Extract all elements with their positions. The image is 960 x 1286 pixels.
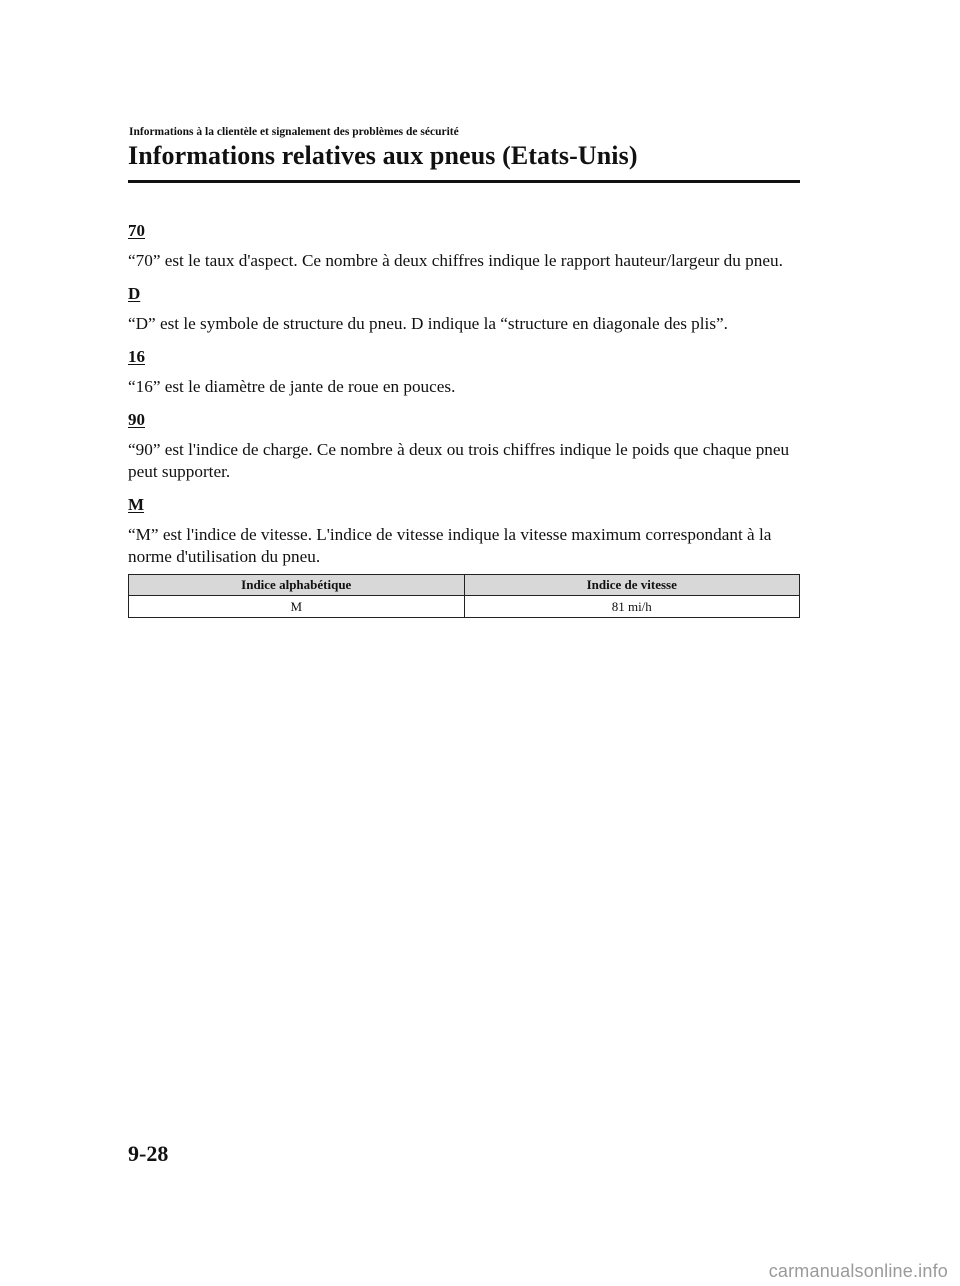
term-label: D [128, 284, 141, 303]
term-description: “16” est le diamètre de jante de roue en pouces. [128, 377, 456, 396]
entry-speed-rating [128, 495, 800, 568]
term-label: 90 [128, 410, 145, 429]
entry-aspect-ratio [128, 221, 800, 272]
entry-rim-diameter [128, 347, 800, 398]
section-label: Informations à la clientèle et signalement des problèmes de sécurité [129, 126, 459, 138]
table-header-row [129, 575, 800, 596]
watermark: carmanualsonline.info [768, 1261, 948, 1281]
title-divider [128, 180, 800, 183]
term-description: “70” est le taux d'aspect. Ce nombre à deux chiffres indique le rapport hauteur/largeur du pneu. [128, 251, 783, 270]
term-label: 70 [128, 221, 145, 240]
term-description: “90” est l'indice de charge. Ce nombre à deux ou trois chiffres indique le poids que chaque pneu peut supporter. [128, 440, 790, 481]
tire-code-explanations [128, 221, 800, 580]
term-description: “D” est le symbole de structure du pneu. D indique la “structure en diagonale des plis”. [128, 314, 728, 333]
column-header: Indice alphabétique [129, 575, 465, 596]
page-title: Informations relatives aux pneus (Etats-Unis) [128, 141, 638, 170]
column-header: Indice de vitesse [464, 575, 800, 596]
table-row [129, 596, 800, 618]
entry-construction [128, 284, 800, 335]
page-number: 9-28 [128, 1141, 169, 1166]
table-cell: 81 mi/h [464, 596, 800, 618]
term-label: 16 [128, 347, 145, 366]
entry-load-index [128, 410, 800, 483]
speed-rating-table [128, 574, 800, 618]
term-description: “M” est l'indice de vitesse. L'indice de vitesse indique la vitesse maximum correspondant à la norme d'utilisation du pneu. [128, 525, 772, 566]
term-label: M [128, 495, 145, 514]
table-cell: M [129, 596, 465, 618]
